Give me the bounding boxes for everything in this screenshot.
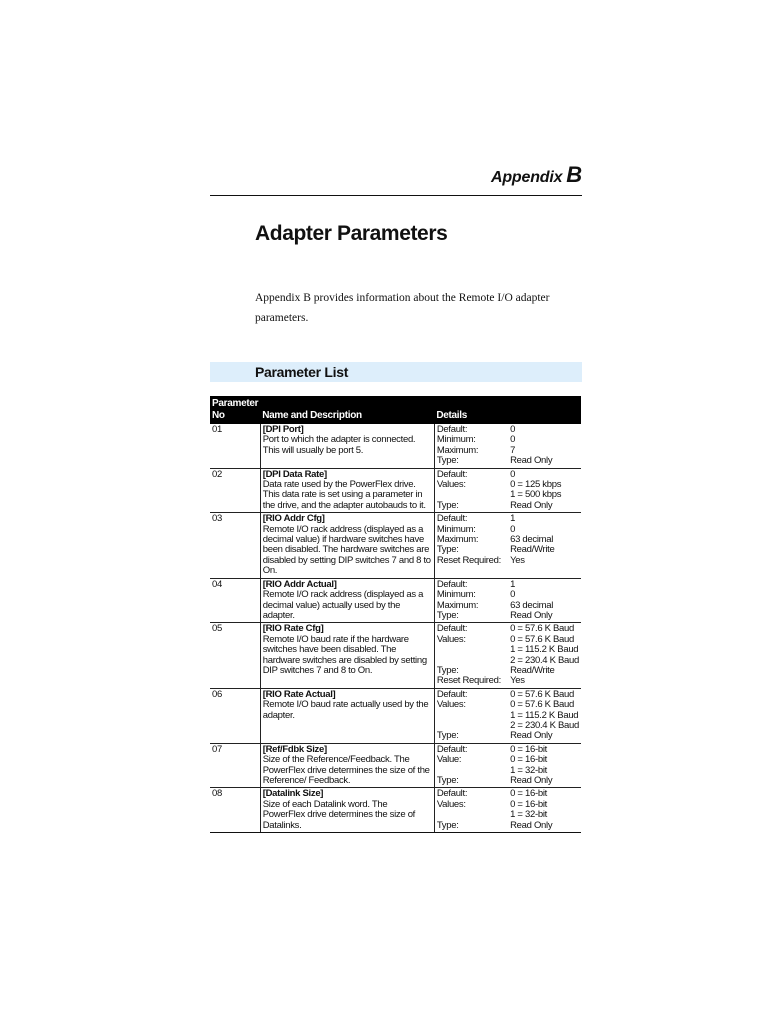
detail-labels xyxy=(434,623,508,688)
detail-label: Type: xyxy=(436,774,459,786)
detail-labels xyxy=(434,424,508,468)
detail-label: Default: xyxy=(436,743,468,755)
parameter-number: 01 xyxy=(210,424,260,468)
parameter-description: Size of each Datalink word. The PowerFlex drive determines the size of Datalinks. xyxy=(262,798,416,831)
appendix-heading xyxy=(491,162,582,188)
detail-values xyxy=(508,623,581,688)
parameter-description: Port to which the adapter is connected. This will usually be port 5. xyxy=(262,434,416,456)
detail-label: Type: xyxy=(436,609,459,621)
parameter-number: 04 xyxy=(210,578,260,623)
detail-value: Read Only xyxy=(510,730,553,742)
parameter-name: [RIO Rate Cfg] xyxy=(262,623,324,635)
detail-value: 63 decimal xyxy=(510,599,554,611)
detail-value: 0 = 57.6 K Baud xyxy=(510,633,575,645)
detail-value: 2 = 230.4 K Baud xyxy=(510,654,579,666)
detail-values xyxy=(508,468,581,513)
detail-value: 0 = 16-bit xyxy=(510,798,547,810)
detail-labels xyxy=(434,743,508,788)
detail-value: Read/Write xyxy=(510,544,555,556)
detail-labels xyxy=(434,513,508,578)
detail-value: Read Only xyxy=(510,775,553,786)
table-row xyxy=(210,743,581,788)
detail-values xyxy=(508,513,581,578)
detail-value: 0 xyxy=(510,589,516,601)
detail-value: 2 = 230.4 K Baud xyxy=(510,719,579,731)
table-row xyxy=(210,623,581,688)
detail-label: Minimum: xyxy=(436,523,476,535)
detail-value: Read Only xyxy=(510,819,553,831)
detail-value: 0 = 125 kbps xyxy=(510,479,562,491)
detail-labels xyxy=(434,688,508,743)
parameter-number: 02 xyxy=(210,468,260,513)
detail-value: 1 = 500 kbps xyxy=(510,489,562,501)
detail-value: 7 xyxy=(510,444,516,456)
detail-value: 63 decimal xyxy=(510,534,554,546)
detail-value: Yes xyxy=(510,675,525,687)
intro-paragraph: Appendix B provides information about the Remote I/O adapter parameters. xyxy=(255,292,550,324)
parameter-name: [RIO Rate Actual] xyxy=(262,688,336,700)
detail-value: 0 = 16-bit xyxy=(510,743,547,755)
parameter-name-description xyxy=(260,788,434,833)
parameter-description: Remote I/O baud rate actually used by the adapter. xyxy=(262,699,429,721)
detail-value: 0 xyxy=(510,434,516,446)
detail-values xyxy=(508,788,581,833)
parameter-number: 03 xyxy=(210,513,260,578)
table-row xyxy=(210,468,581,513)
header-parameter: Parameter xyxy=(212,398,259,409)
detail-labels xyxy=(434,788,508,833)
parameter-name-description xyxy=(260,513,434,578)
parameter-name: [DPI Port] xyxy=(262,424,304,435)
detail-label: Default: xyxy=(436,788,468,800)
detail-value: 0 xyxy=(510,523,516,535)
detail-value: 1 = 115.2 K Baud xyxy=(510,709,579,721)
parameter-description: Remote I/O rack address (displayed as a decimal value) if hardware switches have been disabled. The hardware switches are disabled by setting DIP switches 7 and 8 to On. xyxy=(262,523,431,577)
detail-label: Values: xyxy=(436,479,466,491)
detail-value: 0 = 57.6 K Baud xyxy=(510,699,575,711)
detail-value: 0 = 16-bit xyxy=(510,788,547,800)
table-body xyxy=(210,424,581,833)
table-row xyxy=(210,578,581,623)
parameter-name-description xyxy=(260,623,434,688)
appendix-letter: B xyxy=(566,162,582,187)
detail-label: Maximum: xyxy=(436,534,479,546)
detail-value: Read Only xyxy=(510,609,553,621)
detail-value: Read Only xyxy=(510,455,553,467)
detail-label: Type: xyxy=(436,544,459,556)
detail-label: Maximum: xyxy=(436,444,479,456)
page-title: Adapter Parameters xyxy=(255,222,448,245)
detail-label: Default: xyxy=(436,688,468,700)
detail-value: Read/Write xyxy=(510,664,555,676)
header-rule xyxy=(210,195,582,196)
parameter-number: 08 xyxy=(210,788,260,833)
detail-labels xyxy=(434,578,508,623)
parameter-table xyxy=(210,396,581,833)
header-name-description: Name and Description xyxy=(260,396,434,424)
detail-label: Type: xyxy=(436,730,459,742)
detail-label: Default: xyxy=(436,578,468,590)
parameter-number: 06 xyxy=(210,688,260,743)
header-details: Details xyxy=(434,396,581,424)
parameter-name: [RIO Addr Cfg] xyxy=(262,513,325,525)
detail-value: 0 xyxy=(510,468,516,480)
detail-label: Default: xyxy=(436,468,468,480)
parameter-name-description xyxy=(260,424,434,468)
parameter-name: [Datalink Size] xyxy=(262,788,324,800)
detail-value: 0 xyxy=(510,424,516,435)
detail-value: Read Only xyxy=(510,499,553,511)
parameter-description: Remote I/O baud rate if the hardware switches have been disabled. The hardware switches are disabled by setting DIP switches 7 and 8 to On. xyxy=(262,633,427,676)
detail-label xyxy=(437,711,506,721)
detail-label: Default: xyxy=(436,424,468,435)
detail-label: Reset Required: xyxy=(436,675,501,687)
detail-label: Type: xyxy=(436,664,459,676)
parameter-name: [Ref/Fdbk Size] xyxy=(262,743,327,755)
detail-label: Default: xyxy=(436,623,468,635)
detail-value: 0 = 57.6 K Baud xyxy=(510,688,575,700)
table-row xyxy=(210,424,581,468)
detail-label: Type: xyxy=(436,819,459,831)
detail-values xyxy=(508,578,581,623)
detail-value: 1 xyxy=(510,513,516,525)
detail-value: 1 = 32-bit xyxy=(510,764,547,776)
parameter-name-description xyxy=(260,578,434,623)
parameter-description: Size of the Reference/Feedback. The PowerFlex drive determines the size of the Reference/ Feedback. xyxy=(262,754,430,786)
parameter-name-description xyxy=(260,743,434,788)
detail-label: Maximum: xyxy=(436,599,479,611)
detail-label: Value: xyxy=(436,754,462,766)
header-no: No xyxy=(212,410,225,421)
detail-label: Reset Required: xyxy=(436,554,501,566)
section-title: Parameter List xyxy=(255,364,349,380)
parameter-name-description xyxy=(260,688,434,743)
parameter-name: [DPI Data Rate] xyxy=(262,468,327,480)
detail-value: 0 = 57.6 K Baud xyxy=(510,623,575,635)
detail-label: Minimum: xyxy=(436,434,476,446)
parameter-name: [RIO Addr Actual] xyxy=(262,578,337,590)
detail-label: Values: xyxy=(436,633,466,645)
detail-value: 1 xyxy=(510,578,516,590)
detail-value: 1 = 32-bit xyxy=(510,809,547,821)
detail-label: Type: xyxy=(436,455,459,467)
parameter-number: 05 xyxy=(210,623,260,688)
table-row xyxy=(210,688,581,743)
detail-values xyxy=(508,688,581,743)
header-parameter-no xyxy=(210,396,260,424)
detail-label: Values: xyxy=(436,699,466,711)
detail-label: Default: xyxy=(436,513,468,525)
table-row xyxy=(210,788,581,833)
detail-value: 1 = 115.2 K Baud xyxy=(510,644,579,656)
parameter-number: 07 xyxy=(210,743,260,788)
detail-value: 0 = 16-bit xyxy=(510,754,547,766)
detail-label: Values: xyxy=(436,798,466,810)
detail-values xyxy=(508,424,581,468)
detail-label: Type: xyxy=(436,499,459,511)
parameter-description: Data rate used by the PowerFlex drive. This data rate is set using a parameter in the drive, and the adapter autobauds to it. xyxy=(262,479,426,511)
detail-values xyxy=(508,743,581,788)
appendix-word: Appendix xyxy=(491,169,563,186)
detail-label: Minimum: xyxy=(436,589,476,601)
detail-labels xyxy=(434,468,508,513)
detail-label xyxy=(437,645,506,655)
table-header-row xyxy=(210,396,581,424)
table-row xyxy=(210,513,581,578)
parameter-name-description xyxy=(260,468,434,513)
parameter-description: Remote I/O rack address (displayed as a decimal value) actually used by the adapter. xyxy=(262,589,424,621)
detail-value: Yes xyxy=(510,554,525,566)
